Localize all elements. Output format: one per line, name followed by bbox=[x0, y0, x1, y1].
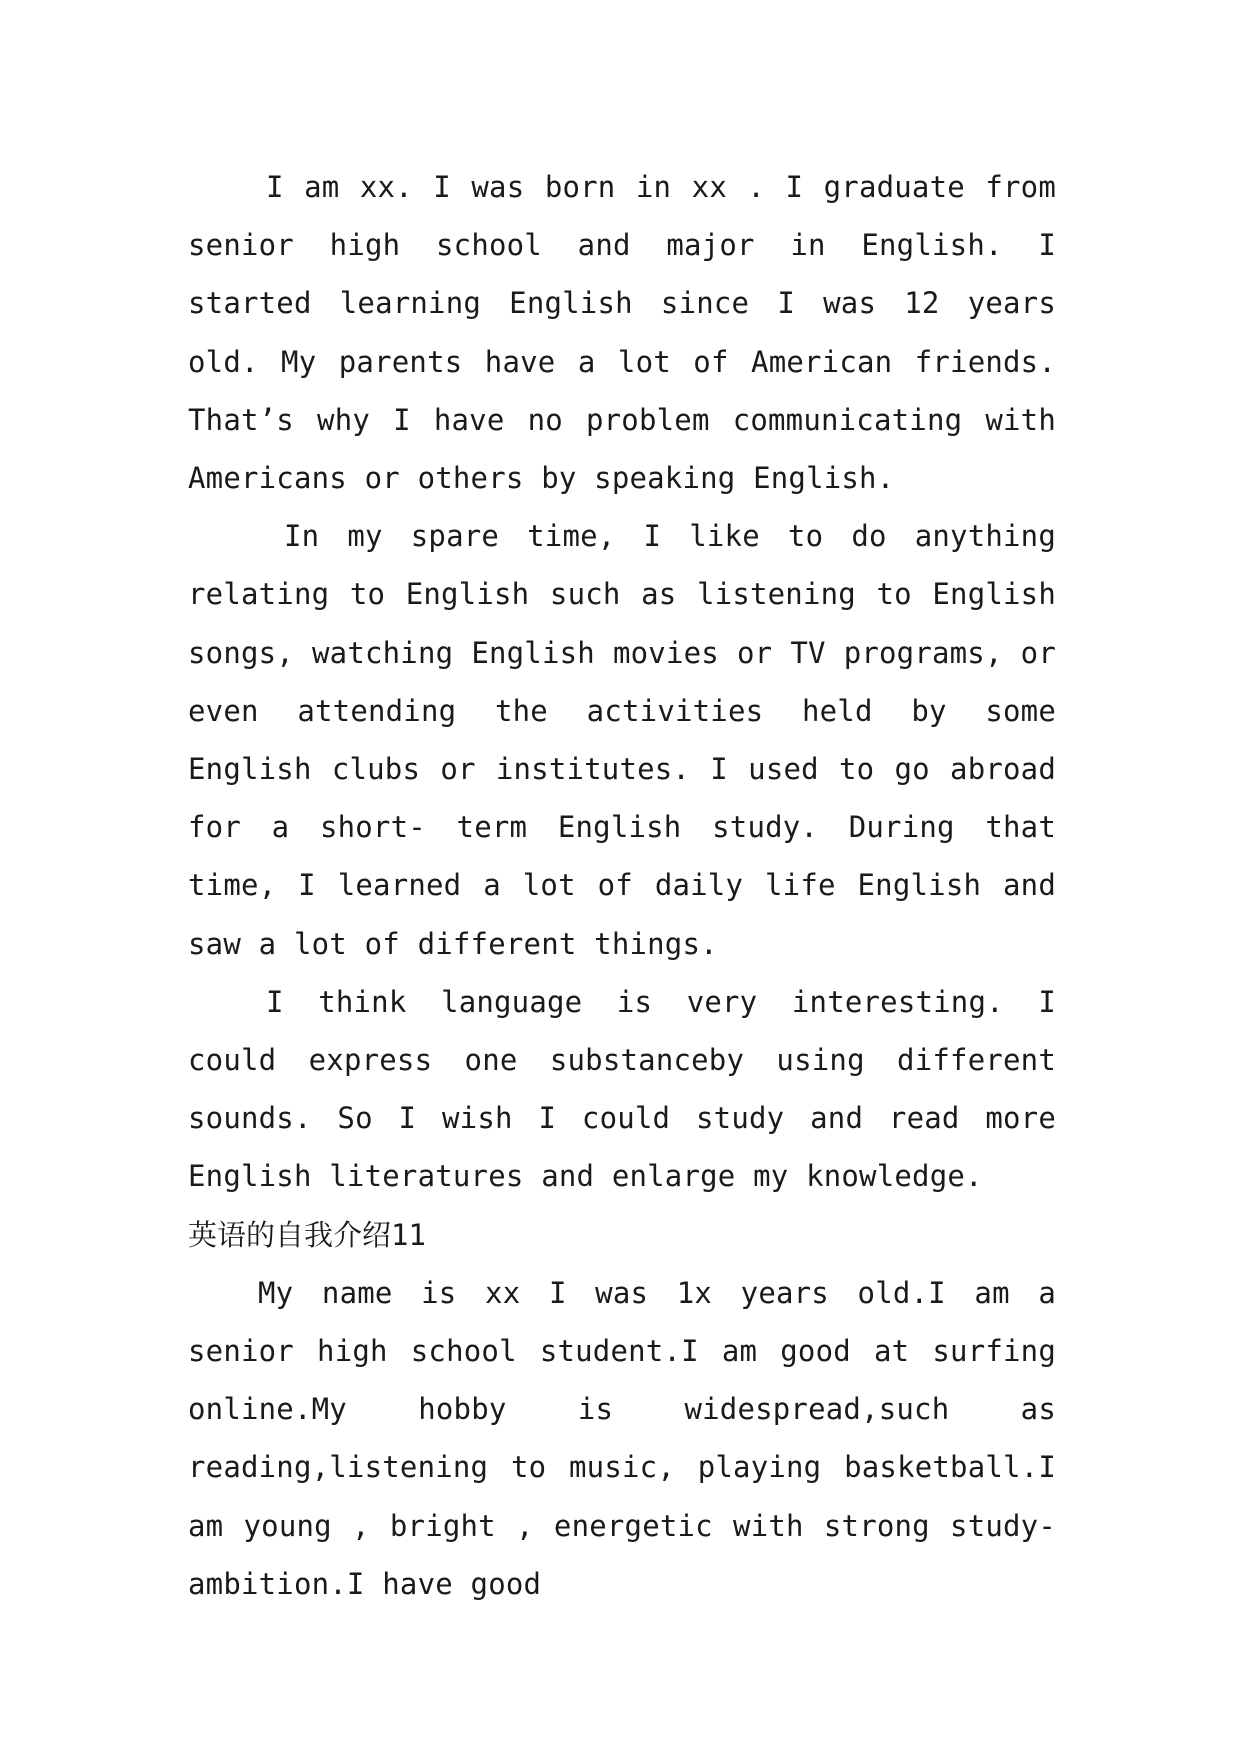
paragraph-my-name: My name is xx I was 1x years old.I am a senior high school student.I am good at surfing online.My hobby is widespread,such as reading,listening to music, playing basketball.I am young , bright , energetic with strong study-ambition.I have good bbox=[188, 1275, 1056, 1601]
document-body bbox=[188, 158, 1056, 1613]
paragraph-spare-time: In my spare time, I like to do anything relating to English such as listening to English songs, watching English movies or TV programs, or even attending the activities held by some English clubs or institutes. I used to go abroad for a short- term English study. During that time, I learned a lot of daily life English and saw a lot of different things. bbox=[188, 519, 1056, 961]
section-heading: 英语的自我介绍11 bbox=[188, 1217, 426, 1252]
paragraph-language: I think language is very interesting. I could express one substanceby using different sounds. So I wish I could study and read more English literatures and enlarge my knowledge. bbox=[188, 984, 1056, 1194]
paragraph-intro: I am xx. I was born in xx . I graduate from senior high school and major in English. I started learning English since I was 12 years old. My parents have a lot of American friends. That’s why I have no problem communicating with Americans or others by speaking English. bbox=[188, 170, 1056, 496]
